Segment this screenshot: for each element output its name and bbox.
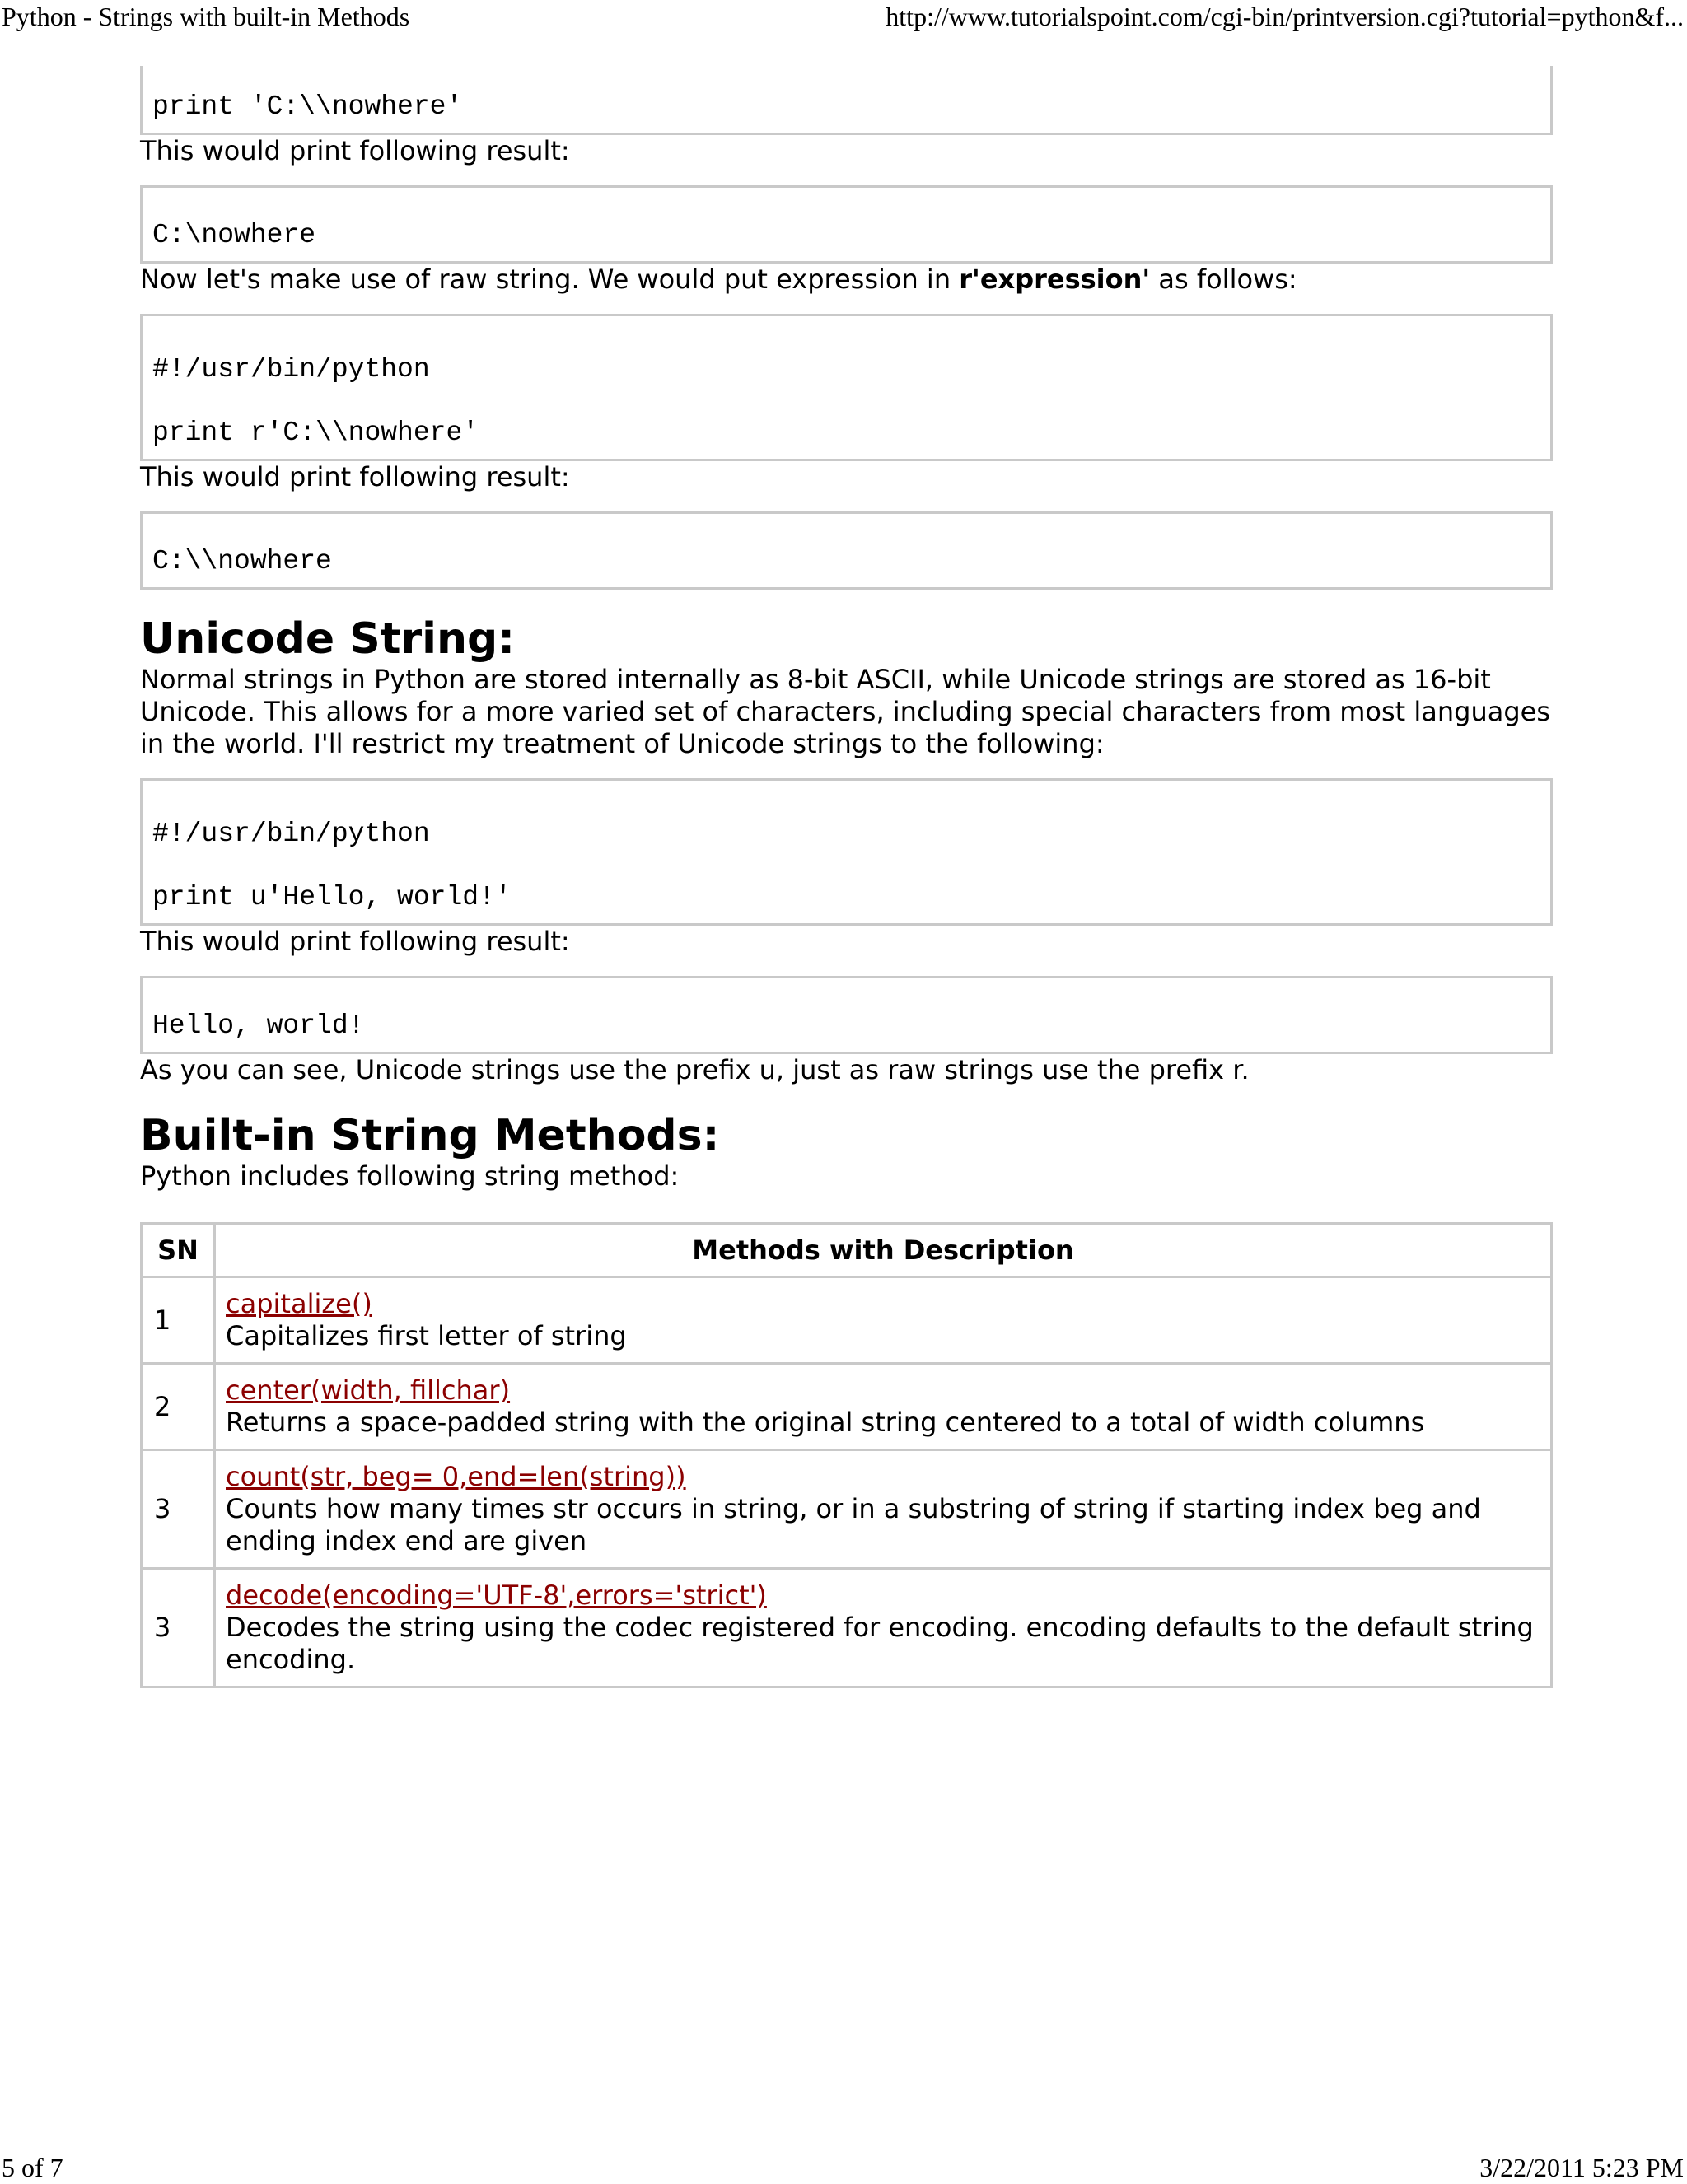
builtin-intro: Python includes following string method: bbox=[140, 1160, 680, 1192]
table-header-methods: Methods with Description bbox=[215, 1224, 1552, 1277]
raw-intro-suffix: as follows: bbox=[1150, 264, 1297, 295]
method-link-capitalize[interactable]: capitalize() bbox=[226, 1288, 372, 1319]
result-text: This would print following result: bbox=[140, 461, 570, 492]
raw-string-intro bbox=[140, 264, 1553, 296]
row-method-cell bbox=[215, 1364, 1552, 1450]
code-line: print r'C:\\nowhere' bbox=[152, 418, 479, 448]
methods-table bbox=[140, 1222, 1553, 1688]
table-row bbox=[142, 1569, 1552, 1687]
method-description: Decodes the string using the codec registered for encoding. encoding defaults to the default string encoding. bbox=[226, 1612, 1534, 1675]
unicode-heading: Unicode String: bbox=[140, 614, 516, 664]
prefix-note: As you can see, Unicode strings use the prefix u, just as raw strings use the prefix r. bbox=[140, 1054, 1250, 1085]
method-description: Capitalizes first letter of string bbox=[226, 1320, 627, 1351]
row-sn: 2 bbox=[142, 1364, 215, 1450]
output-line: C:\nowhere bbox=[152, 220, 316, 250]
method-link-center[interactable]: center(width, fillchar) bbox=[226, 1374, 511, 1406]
row-method-cell bbox=[215, 1569, 1552, 1687]
method-link-decode[interactable]: decode(encoding='UTF-8',errors='strict') bbox=[226, 1580, 767, 1611]
output-block-2 bbox=[140, 511, 1553, 590]
table-row bbox=[142, 1364, 1552, 1450]
output-line: Hello, world! bbox=[152, 1010, 365, 1041]
method-description: Counts how many times str occurs in string, or in a substring of string if starting index beg and ending index end are given bbox=[226, 1493, 1481, 1556]
row-sn: 3 bbox=[142, 1450, 215, 1569]
print-header bbox=[0, 0, 1687, 33]
print-header-title: Python - Strings with built-in Methods bbox=[2, 2, 410, 31]
code-line: print u'Hello, world!' bbox=[152, 882, 512, 912]
row-sn: 1 bbox=[142, 1277, 215, 1364]
result-text: This would print following result: bbox=[140, 135, 570, 166]
table-row bbox=[142, 1450, 1552, 1569]
method-link-count[interactable]: count(str, beg= 0,end=len(string)) bbox=[226, 1461, 686, 1492]
table-header-row bbox=[142, 1224, 1552, 1277]
unicode-paragraph: Normal strings in Python are stored internally as 8-bit ASCII, while Unicode strings are stored as 16-bit Unicode. This allows for a more varied set of characters, including special characters from most languages in the world. I'll restrict my treatment of Unicode strings to the following: bbox=[140, 664, 1551, 759]
code-line: #!/usr/bin/python bbox=[152, 354, 430, 385]
page-content bbox=[140, 91, 1553, 1688]
page-number: 5 of 7 bbox=[2, 2153, 63, 2182]
row-method-cell bbox=[215, 1277, 1552, 1364]
table-header-sn: SN bbox=[142, 1224, 215, 1277]
code-block-unicode bbox=[140, 778, 1553, 926]
row-sn: 3 bbox=[142, 1569, 215, 1687]
code-block-escaped-print bbox=[140, 66, 1553, 135]
print-footer bbox=[0, 2151, 1687, 2184]
print-header-url: http://www.tutorialspoint.com/cgi-bin/printversion.cgi?tutorial=python&f... bbox=[886, 2, 1684, 31]
table-row bbox=[142, 1277, 1552, 1364]
output-line: C:\\nowhere bbox=[152, 546, 332, 576]
output-block-1 bbox=[140, 185, 1553, 264]
result-text: This would print following result: bbox=[140, 926, 570, 957]
code-block-raw-string bbox=[140, 314, 1553, 461]
code-line: print 'C:\\nowhere' bbox=[152, 91, 463, 122]
raw-intro-bold: r'expression' bbox=[959, 264, 1151, 295]
method-description: Returns a space-padded string with the original string centered to a total of width columns bbox=[226, 1407, 1425, 1438]
raw-intro-prefix: Now let's make use of raw string. We would put expression in bbox=[140, 264, 960, 295]
print-datetime: 3/22/2011 5:23 PM bbox=[1479, 2153, 1684, 2182]
row-method-cell bbox=[215, 1450, 1552, 1569]
code-line: #!/usr/bin/python bbox=[152, 819, 430, 849]
output-block-3 bbox=[140, 976, 1553, 1054]
builtin-methods-heading: Built-in String Methods: bbox=[140, 1111, 720, 1160]
